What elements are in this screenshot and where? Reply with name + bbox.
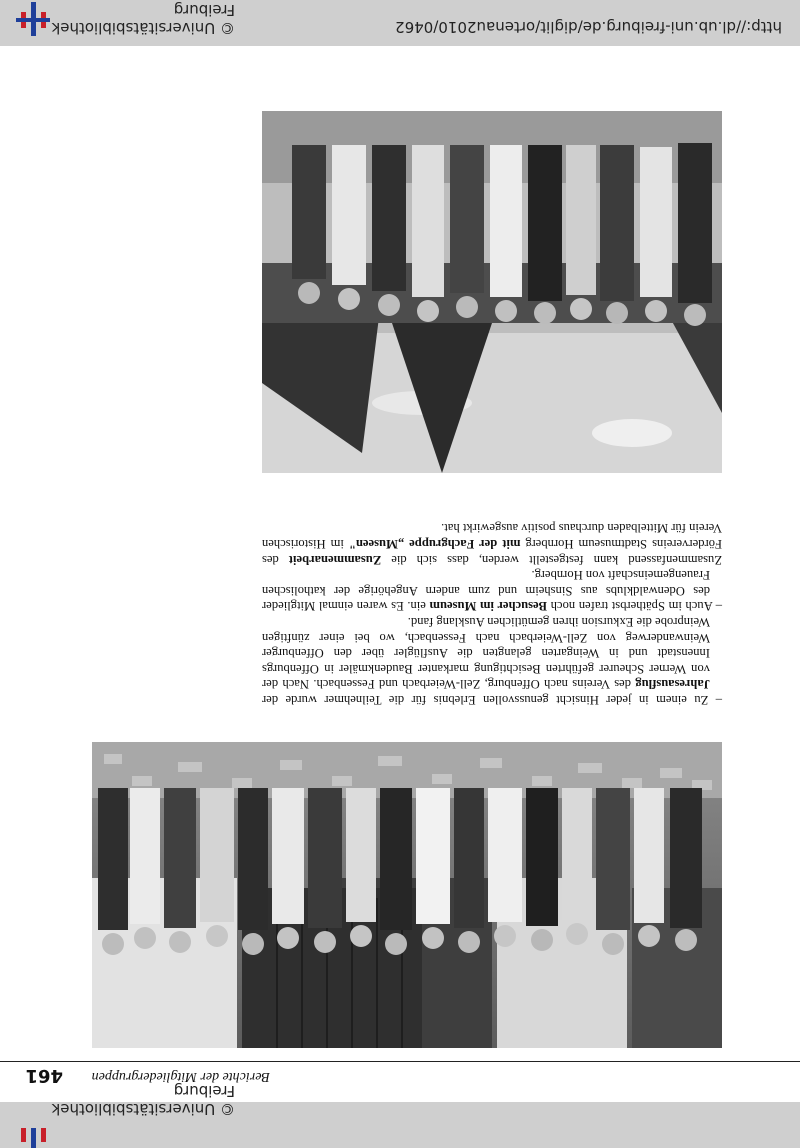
university-logo-icon	[16, 2, 50, 36]
page-number: 461	[25, 1065, 63, 1086]
paragraph-2-bold: Besucher im Museum	[429, 599, 548, 614]
library-header-bar	[0, 1082, 800, 1148]
source-url-link[interactable]: http://dl.ub.uni-freiburg.de/diglit/ortenau2010/0462	[395, 18, 782, 36]
running-header	[0, 1060, 800, 1086]
paragraph-3-middle: des Fördervereins Stadtmuseum Hornberg	[261, 537, 722, 567]
paragraph-1-bold: Jahresausflug	[635, 677, 710, 692]
group-photo-building	[92, 742, 722, 1048]
running-title: Berichte der Mitgliedergruppen	[91, 1069, 270, 1084]
paragraph-3-bold-2: mit der Fachgruppe „Museen"	[348, 537, 521, 552]
header-rule	[0, 1061, 800, 1062]
paragraph-3-text: Zusammenfassend kann festgestellt werden, dass sich die	[381, 552, 722, 567]
library-footer-bar	[0, 0, 800, 46]
article-text	[262, 520, 722, 707]
university-logo-icon	[16, 1128, 50, 1148]
copyright-text: © Universitätsbibliothek Freiburg	[51, 1, 235, 37]
paragraph-2-text: Auch im Spätherbst trafen noch	[547, 599, 713, 614]
paragraph-ausflug: – Zu einem in jeder Hinsicht genussvollen Erlebnis für die Teilnehmer wurde der Jahresausflug des Vereins nach Offenburg, Zell-Weierbach und Fessenbach. Nach der von Werner Scheurer geführten Besichtigung markanter Baudenkmäler in Offenburgs Innenstadt und in Weingarten gelangten die Ausflügler über den Offenburger Weinwanderweg von Zell-Weierbach nach Fessenbach, wo bei einer zünftigen Weinprobe die Exkursion ihren gemütlichen Ausklang fand.	[262, 615, 722, 707]
copyright-text-top: © Universitätsbibliothek Freiburg	[51, 1082, 235, 1118]
group-photo-outdoors	[262, 111, 722, 473]
paragraph-1-text: Zu einem in jeder Hinsicht genussvollen Erlebnis für die Teilnehmer wurde der	[262, 693, 709, 707]
paragraph-besucher: – Auch im Spätherbst trafen noch Besucher im Museum ein. Es waren einmal Mitglieder des Odenwaldklubs aus Sinsheim und zum andern Angehörige der katholischen Frauengemeinschaft von Hornberg.	[262, 568, 722, 614]
paragraph-3-rest: im Historischen Verein für Mittelbaden durchaus positiv ausgewirkt hat.	[261, 521, 722, 552]
paragraph-zusammenfassung	[262, 520, 722, 567]
paragraph-2-rest: ein. Es waren einmal Mitglieder des Odenwaldklubs aus Sinsheim und zum andern Angehörige der katholischen Frauengemeinschaft von Hornberg.	[262, 568, 710, 614]
paragraph-3-bold: Zusammenarbeit	[288, 552, 382, 567]
paragraph-1-rest: des Vereins nach Offenburg, Zell-Weierbach und Fessenbach. Nach der von Werner Scheurer geführten Besichtigung markanter Baudenkmäler in Offenburgs Innenstadt und in Weingarten gelangten die Ausflügler über den Offenburger Weinwanderweg von Zell-Weierbach nach Fessenbach, wo bei einer zünftigen Weinprobe die Exkursion ihren gemütlichen Ausklang fand.	[262, 615, 710, 692]
